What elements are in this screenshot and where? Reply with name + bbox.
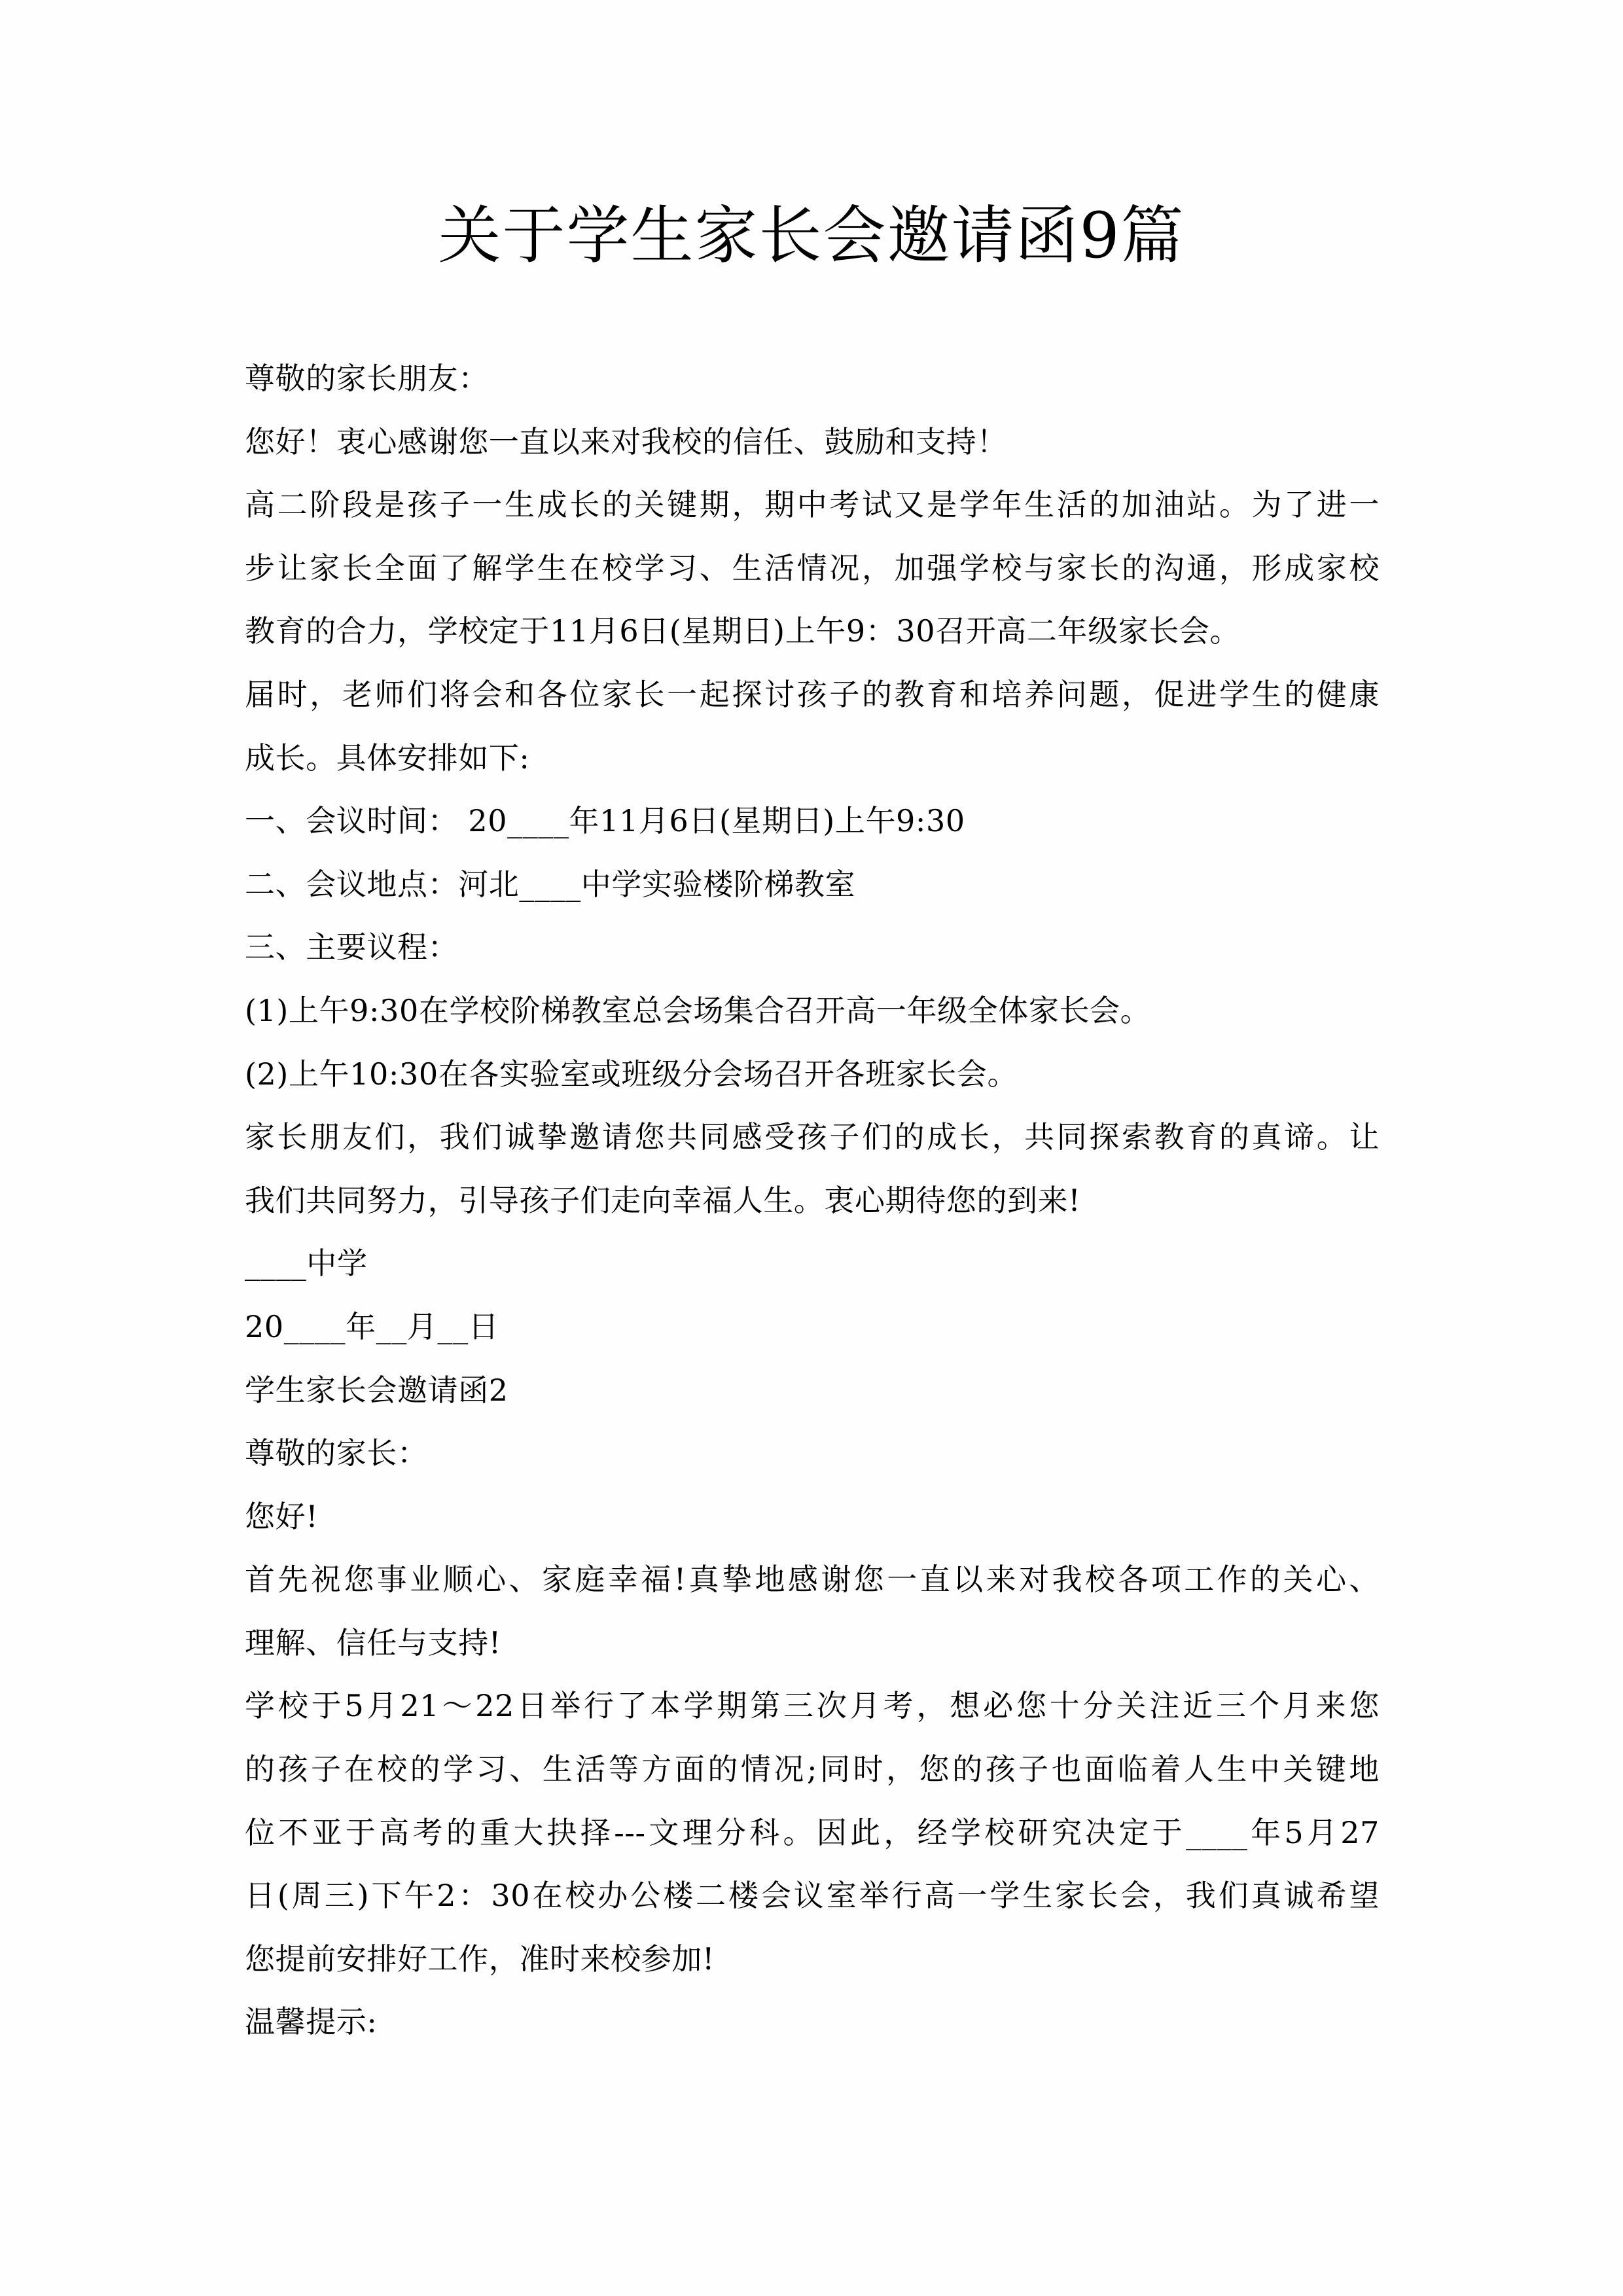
letter2-paragraph-line: 理解、信任与支持! xyxy=(245,1624,501,1660)
letter1-paragraph-line: 教育的合力，学校定于11月6日(星期日)上午9：30召开高二年级家长会。 xyxy=(245,613,1241,649)
letter1-closing-line: 家长朋友们，我们诚挚邀请您共同感受孩子们的成长，共同探索教育的真谛。让 xyxy=(245,1119,1380,1155)
letter1-paragraph-line: 高二阶段是孩子一生成长的关键期，期中考试又是学年生活的加油站。为了进一 xyxy=(245,487,1380,523)
letter2-paragraph-line: 学校于5月21～22日举行了本学期第三次月考，想必您十分关注近三个月来您 xyxy=(245,1688,1380,1724)
agenda-heading: 三、主要议程： xyxy=(245,929,459,965)
letter2-heading: 学生家长会邀请函2 xyxy=(245,1372,508,1408)
letter1-paragraph-line: 成长。具体安排如下: xyxy=(245,740,530,776)
meeting-place: 二、会议地点：河北____中学实验楼阶梯教室 xyxy=(245,866,856,902)
agenda-item: (2)上午10:30在各实验室或班级分会场召开各班家长会。 xyxy=(245,1056,1018,1092)
letter1-paragraph-line: 步让家长全面了解学生在校学习、生活情况，加强学校与家长的沟通，形成家校 xyxy=(245,550,1380,586)
letter2-tips-heading: 温馨提示: xyxy=(245,2004,378,2040)
meeting-time: 一、会议时间： 20____年11月6日(星期日)上午9:30 xyxy=(245,803,965,839)
letter1-signature: ____中学 xyxy=(245,1246,368,1282)
letter2-paragraph-line: 的孩子在校的学习、生活等方面的情况;同时，您的孩子也面临着人生中关键地 xyxy=(245,1751,1380,1787)
letter1-paragraph-line: 届时，老师们将会和各位家长一起探讨孩子的教育和培养问题，促进学生的健康 xyxy=(245,676,1380,712)
letter1-salutation: 尊敬的家长朋友： xyxy=(245,361,489,396)
letter2-greeting: 您好! xyxy=(245,1498,319,1534)
letter2-salutation: 尊敬的家长： xyxy=(245,1435,428,1471)
document-title: 关于学生家长会邀请函9篇 xyxy=(438,199,1185,272)
letter1-greeting: 您好！衷心感谢您一直以来对我校的信任、鼓励和支持！ xyxy=(245,423,1007,459)
letter2-paragraph-line: 您提前安排好工作，准时来校参加! xyxy=(245,1941,715,1977)
document-body xyxy=(245,347,1383,2054)
letter1-closing-line: 我们共同努力，引导孩子们走向幸福人生。衷心期待您的到来! xyxy=(245,1182,1081,1218)
letter2-paragraph-line: 首先祝您事业顺心、家庭幸福!真挚地感谢您一直以来对我校各项工作的关心、 xyxy=(245,1562,1380,1598)
letter2-paragraph-line: 位不亚于高考的重大抉择---文理分科。因此，经学校研究决定于____年5月27 xyxy=(245,1814,1380,1850)
letter2-paragraph-line: 日(周三)下午2：30在校办公楼二楼会议室举行高一学生家长会，我们真诚希望 xyxy=(245,1878,1380,1914)
letter1-date: 20____年__月__日 xyxy=(245,1308,499,1344)
agenda-item: (1)上午9:30在学校阶梯教室总会场集合召开高一年级全体家长会。 xyxy=(245,992,1151,1028)
